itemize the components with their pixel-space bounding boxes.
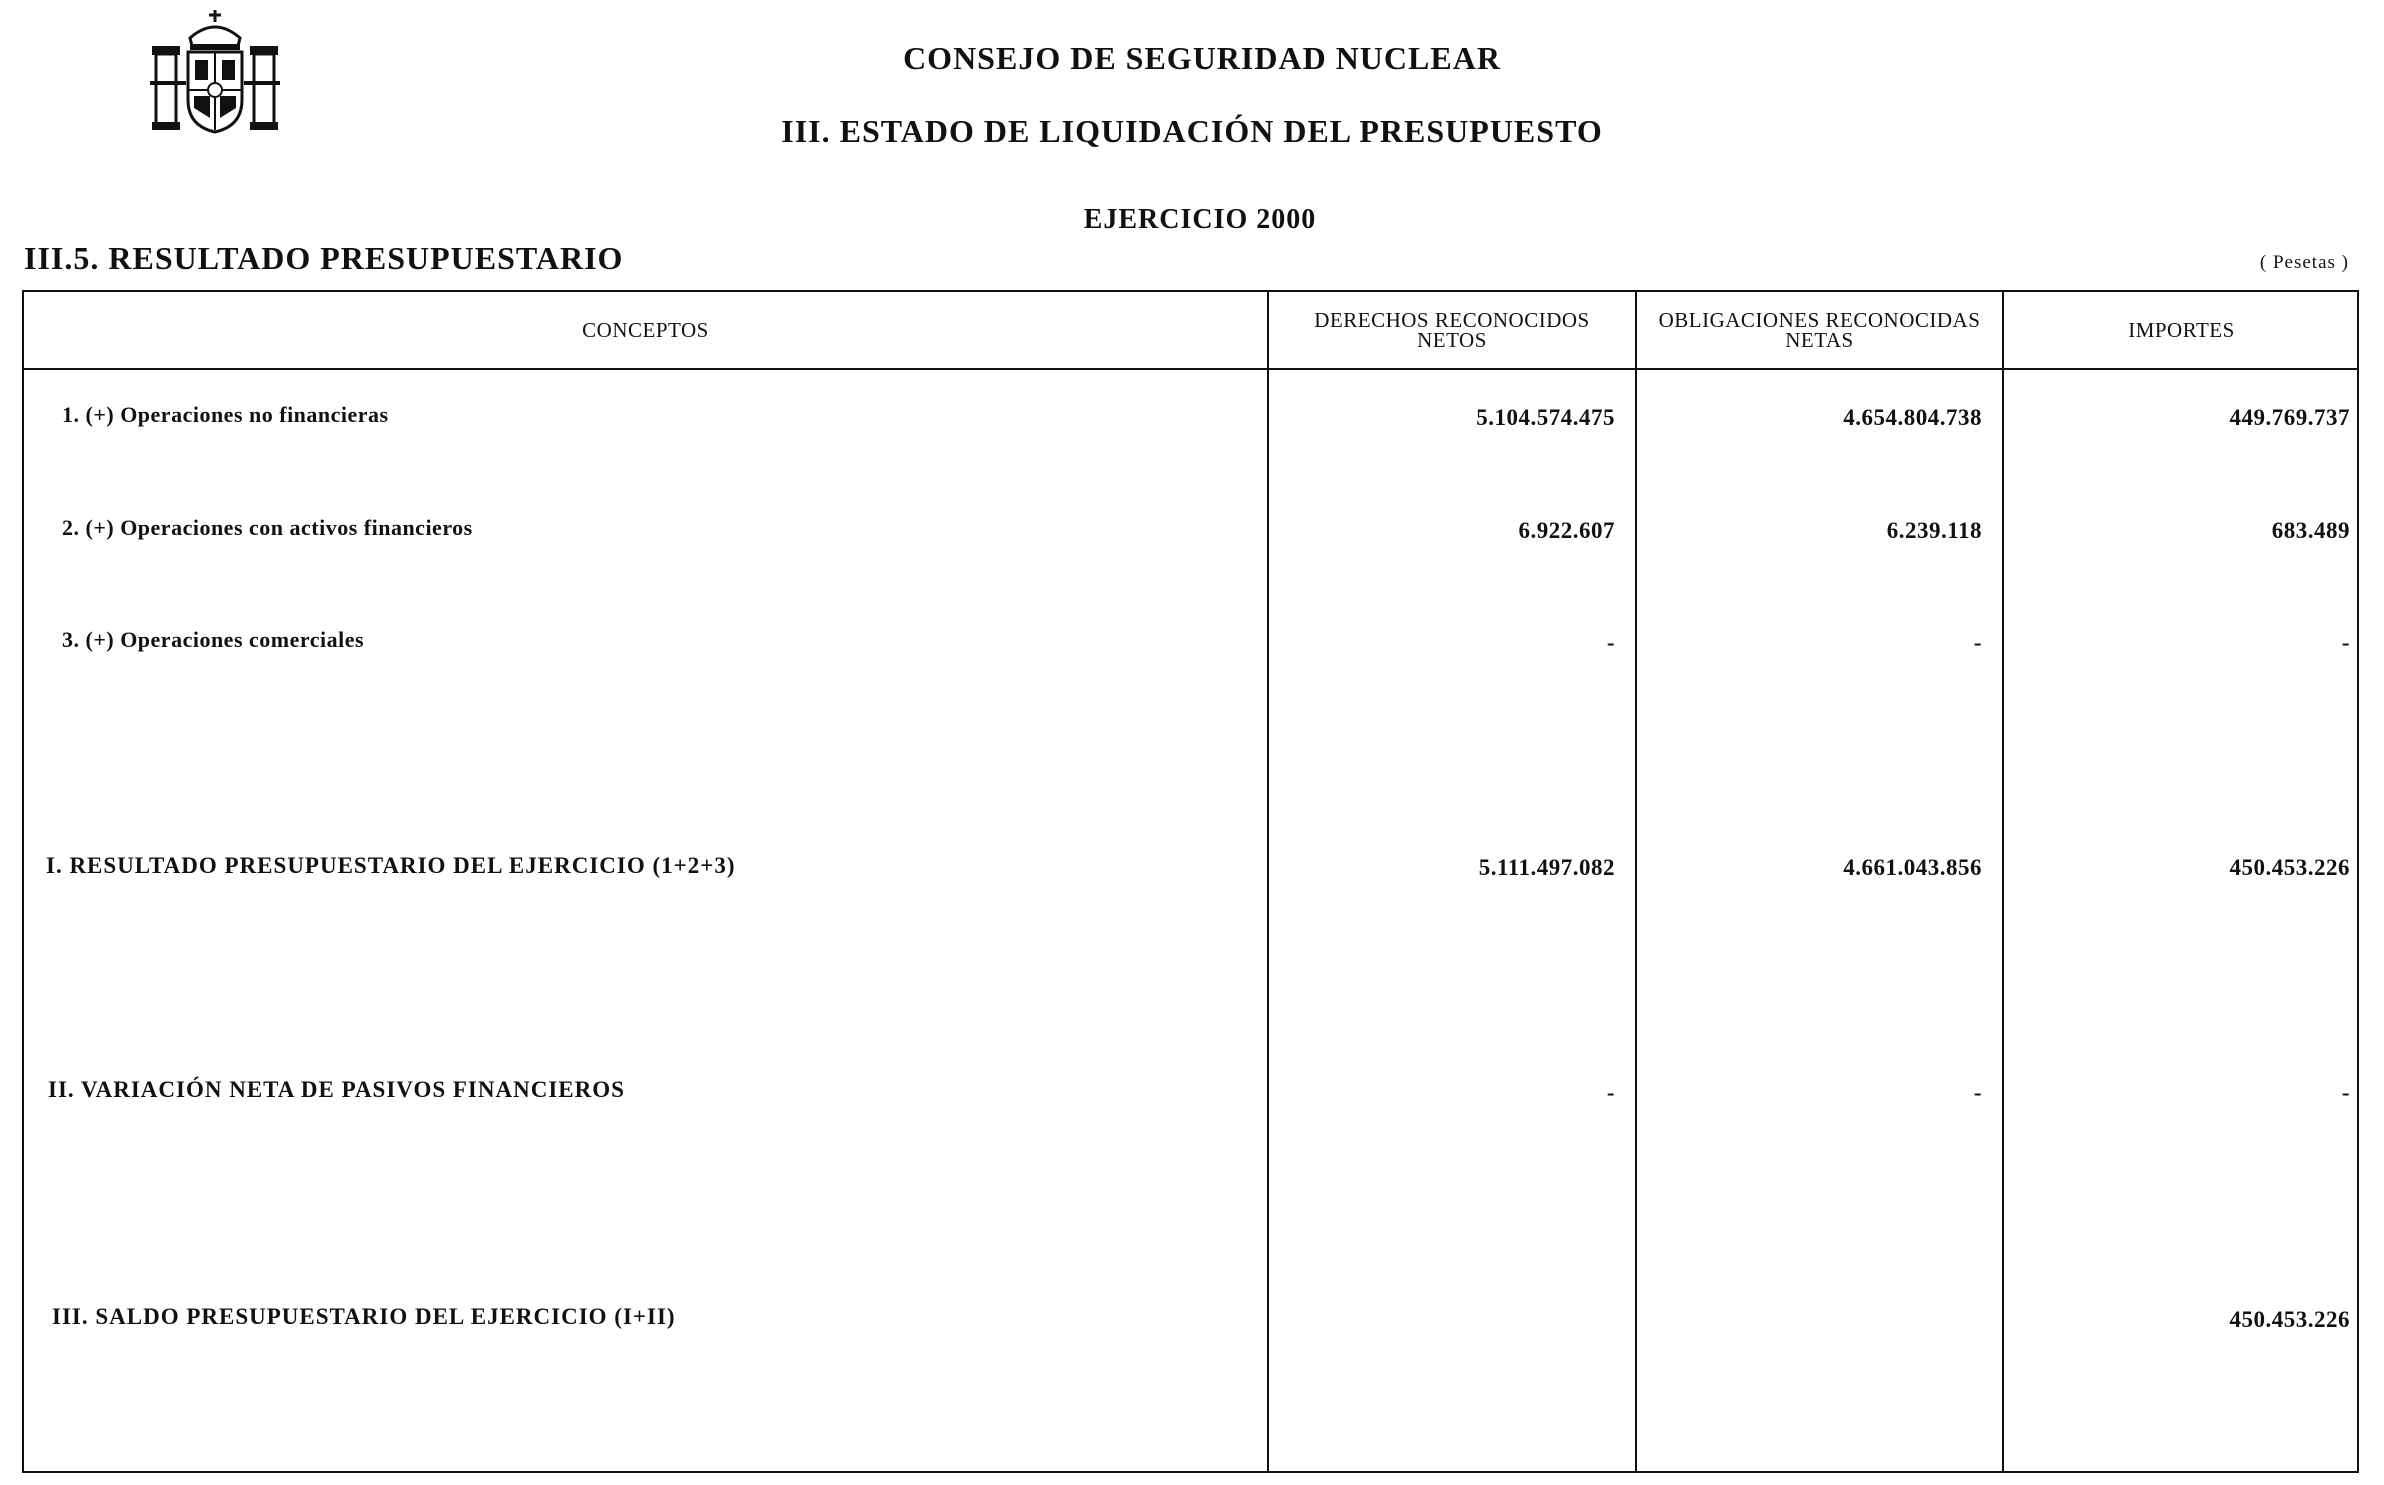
column-header-obligaciones: OBLIGACIONES RECONOCIDAS NETAS xyxy=(1658,308,1981,352)
row-concept: 3. (+) Operaciones comerciales xyxy=(62,627,365,652)
row-obligaciones-value: 4.654.804.738 xyxy=(1843,405,1982,430)
column-divider xyxy=(1635,292,1637,1471)
row-concept: I. RESULTADO PRESUPUESTARIO DEL EJERCICIO (1+2+3) xyxy=(46,853,736,878)
column-header-importes: IMPORTES xyxy=(2128,318,2235,342)
fiscal-year: EJERCICIO 2000 xyxy=(1083,204,1317,235)
column-header-conceptos: CONCEPTOS xyxy=(582,318,709,342)
row-obligaciones-value: - xyxy=(1973,630,1982,655)
row-derechos-value: 5.104.574.475 xyxy=(1476,405,1615,430)
column-divider xyxy=(2002,292,2004,1471)
row-derechos-value: - xyxy=(1606,630,1615,655)
header-divider xyxy=(24,368,2357,370)
row-obligaciones-value: - xyxy=(1973,1080,1982,1105)
row-obligaciones-value: 6.239.118 xyxy=(1886,518,1982,543)
row-derechos-value: 6.922.607 xyxy=(1518,518,1615,543)
row-importes-value: 450.453.226 xyxy=(2229,1307,2350,1332)
currency-unit: ( Pesetas ) xyxy=(2259,252,2349,273)
section-title: III.5. RESULTADO PRESUPUESTARIO xyxy=(24,240,624,276)
statement-title: III. ESTADO DE LIQUIDACIÓN DEL PRESUPUESTO xyxy=(781,113,1603,149)
row-derechos-value: 5.111.497.082 xyxy=(1478,855,1615,880)
row-importes-value: 449.769.737 xyxy=(2229,405,2350,430)
row-importes-value: 683.489 xyxy=(2271,518,2350,543)
column-divider xyxy=(1267,292,1269,1471)
row-derechos-value: - xyxy=(1606,1080,1615,1105)
row-importes-value: - xyxy=(2341,1080,2350,1105)
budget-result-table xyxy=(22,290,2359,1473)
column-header-derechos: DERECHOS RECONOCIDOS NETOS xyxy=(1314,308,1590,352)
row-importes-value: 450.453.226 xyxy=(2229,855,2350,880)
row-obligaciones-value: 4.661.043.856 xyxy=(1843,855,1982,880)
row-concept: II. VARIACIÓN NETA DE PASIVOS FINANCIEROS xyxy=(48,1077,625,1102)
organization-title: CONSEJO DE SEGURIDAD NUCLEAR xyxy=(903,40,1501,76)
row-concept: 1. (+) Operaciones no financieras xyxy=(62,402,389,427)
row-importes-value: - xyxy=(2341,630,2350,655)
row-concept: 2. (+) Operaciones con activos financieros xyxy=(62,515,473,540)
row-concept: III. SALDO PRESUPUESTARIO DEL EJERCICIO (I+II) xyxy=(52,1304,676,1329)
